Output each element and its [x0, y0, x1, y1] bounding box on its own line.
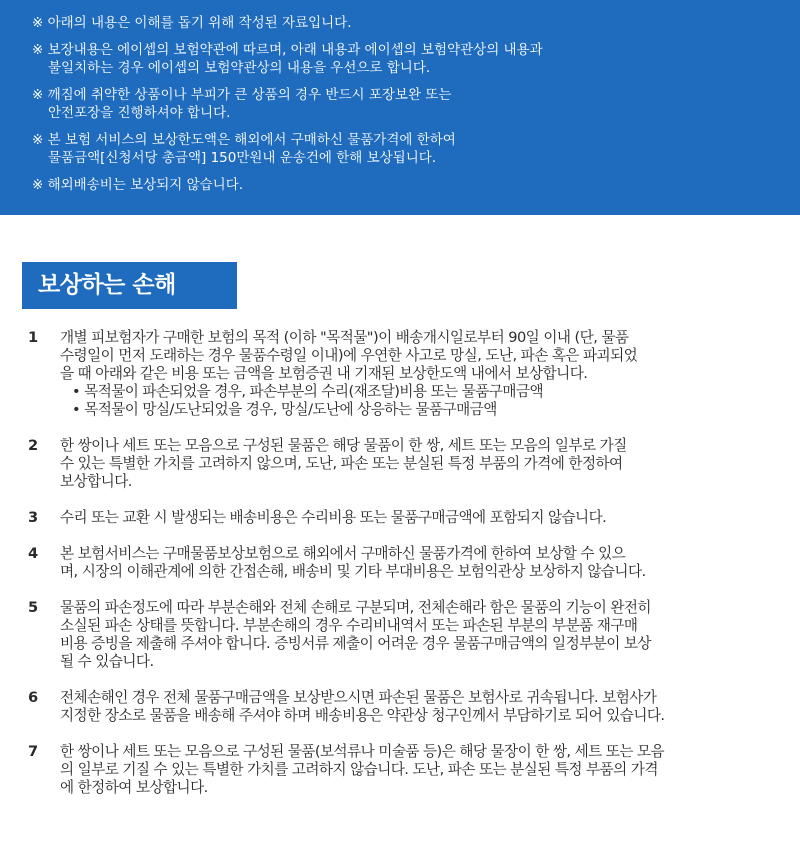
bullet-line: • 목적물이 파손되었을 경우, 파손부분의 수리(재조달)비용 또는 물품구매금액	[72, 383, 544, 400]
list-item	[20, 689, 800, 725]
list-item	[20, 437, 800, 491]
notice-line: ※ 아래의 내용은 이해를 돕기 위해 작성된 자료입니다.	[32, 15, 352, 31]
item-text	[60, 689, 800, 725]
item-line: 을 때 아래와 같은 비용 또는 금액을 보험증권 내 기재된 보상한도액 내에서 보상합니다.	[60, 365, 588, 382]
item-line: 될 수 있습니다.	[60, 653, 154, 670]
item-number: 3	[28, 509, 38, 526]
item-text	[60, 599, 800, 671]
item-number: 2	[28, 437, 38, 454]
section-title: 보상하는 손해	[22, 262, 237, 309]
list-item	[20, 545, 800, 581]
item-number: 5	[28, 599, 38, 616]
notice-line: 안전포장을 진행하셔야 합니다.	[48, 105, 231, 121]
item-line: 보상합니다.	[60, 473, 132, 490]
item-line: 의 일부로 기질 수 있는 특별한 가치를 고려하지 않습니다. 도난, 파손 또는 분실된 특정 부품의 가격	[60, 761, 658, 778]
list-item	[20, 743, 800, 797]
item-line: 지정한 장소로 물품을 배송해 주셔야 하며 배송비용은 약관상 청구인께서 부담하기로 되어 있습니다.	[60, 707, 665, 724]
item-text	[60, 545, 800, 581]
item-line: 며, 시장의 이해관계에 의한 간접손해, 배송비 및 기타 부대비용은 보험익관상 보상하지 않습니다.	[60, 563, 646, 580]
notice-line: 불일치하는 경우 에이셉의 보험약관상의 내용을 우선으로 합니다.	[48, 60, 431, 76]
notice-item	[32, 14, 780, 32]
item-number: 7	[28, 743, 38, 760]
item-text	[60, 437, 800, 491]
notice-item	[32, 86, 780, 122]
notice-line: ※ 깨짐에 취약한 상품이나 부피가 큰 상품의 경우 반드시 포장보완 또는	[32, 87, 452, 103]
bullet-line: • 목적물이 망실/도난되었을 경우, 망실/도난에 상응하는 물품구매금액	[72, 401, 497, 418]
item-line: 수리 또는 교환 시 발생되는 배송비용은 수리비용 또는 물품구매금액에 포함되지 않습니다.	[60, 509, 607, 526]
notice-box	[0, 0, 800, 215]
item-line: 본 보험서비스는 구매물품보상보험으로 해외에서 구매하신 물품가격에 한하여 보상할 수 있으	[60, 545, 626, 562]
item-text	[60, 329, 800, 419]
list-item	[20, 509, 800, 527]
notice-line: ※ 본 보험 서비스의 보상한도액은 해외에서 구매하신 물품가격에 한하여	[32, 132, 456, 148]
item-number: 1	[28, 329, 38, 346]
notice-line: ※ 보장내용은 에이셉의 보험약관에 따르며, 아래 내용과 에이셉의 보험약관상의 내용과	[32, 42, 543, 58]
item-number: 4	[28, 545, 38, 562]
list-item	[20, 329, 800, 419]
list-item	[20, 599, 800, 671]
item-line: 한 쌍이나 세트 또는 모음으로 구성된 물품은 해당 물품이 한 쌍, 세트 또는 모음의 일부로 가질	[60, 437, 627, 454]
item-text	[60, 509, 800, 527]
notice-item	[32, 131, 780, 167]
item-number: 6	[28, 689, 38, 706]
item-line: 수령일이 먼저 도래하는 경우 물품수령일 이내)에 우연한 사고로 망실, 도난, 파손 혹은 파괴되었	[60, 347, 638, 364]
item-line: 소실된 파손 상태를 뜻합니다. 부분손해의 경우 수리비내역서 또는 파손된 부분의 부분품 재구매	[60, 617, 638, 634]
item-line: 비용 증빙을 제출해 주셔야 합니다. 증빙서류 제출이 어려운 경우 물품구매금액의 일정부분이 보상	[60, 635, 651, 652]
item-line: 한 쌍이나 세트 또는 모음으로 구성된 물품(보석류나 미술품 등)은 해당 물장이 한 쌍, 세트 또는 모음	[60, 743, 665, 760]
item-text	[60, 743, 800, 797]
notice-item	[32, 41, 780, 77]
item-line: 에 한정하여 보상합니다.	[60, 779, 208, 796]
notice-line: ※ 해외배송비는 보상되지 않습니다.	[32, 177, 244, 193]
notice-line: 물품금액[신청서당 총금액] 150만원내 운송건에 한해 보상됩니다.	[48, 150, 437, 166]
item-line: 전체손해인 경우 전체 물품구매금액을 보상받으시면 파손된 물품은 보험사로 귀속됩니다. 보험사가	[60, 689, 657, 706]
item-line: 개별 피보험자가 구매한 보험의 목적 (이하 "목적물")이 배송개시일로부터 90일 이내 (단, 물품	[60, 329, 629, 346]
notice-item	[32, 176, 780, 194]
damage-list	[20, 329, 800, 797]
item-line: 수 있는 특별한 가치를 고려하지 않으며, 도난, 파손 또는 분실된 특정 부품의 가격에 한정하여	[60, 455, 623, 472]
item-line: 물품의 파손정도에 따라 부분손해와 전체 손해로 구분되며, 전체손해라 함은 물품의 기능이 완전히	[60, 599, 651, 616]
